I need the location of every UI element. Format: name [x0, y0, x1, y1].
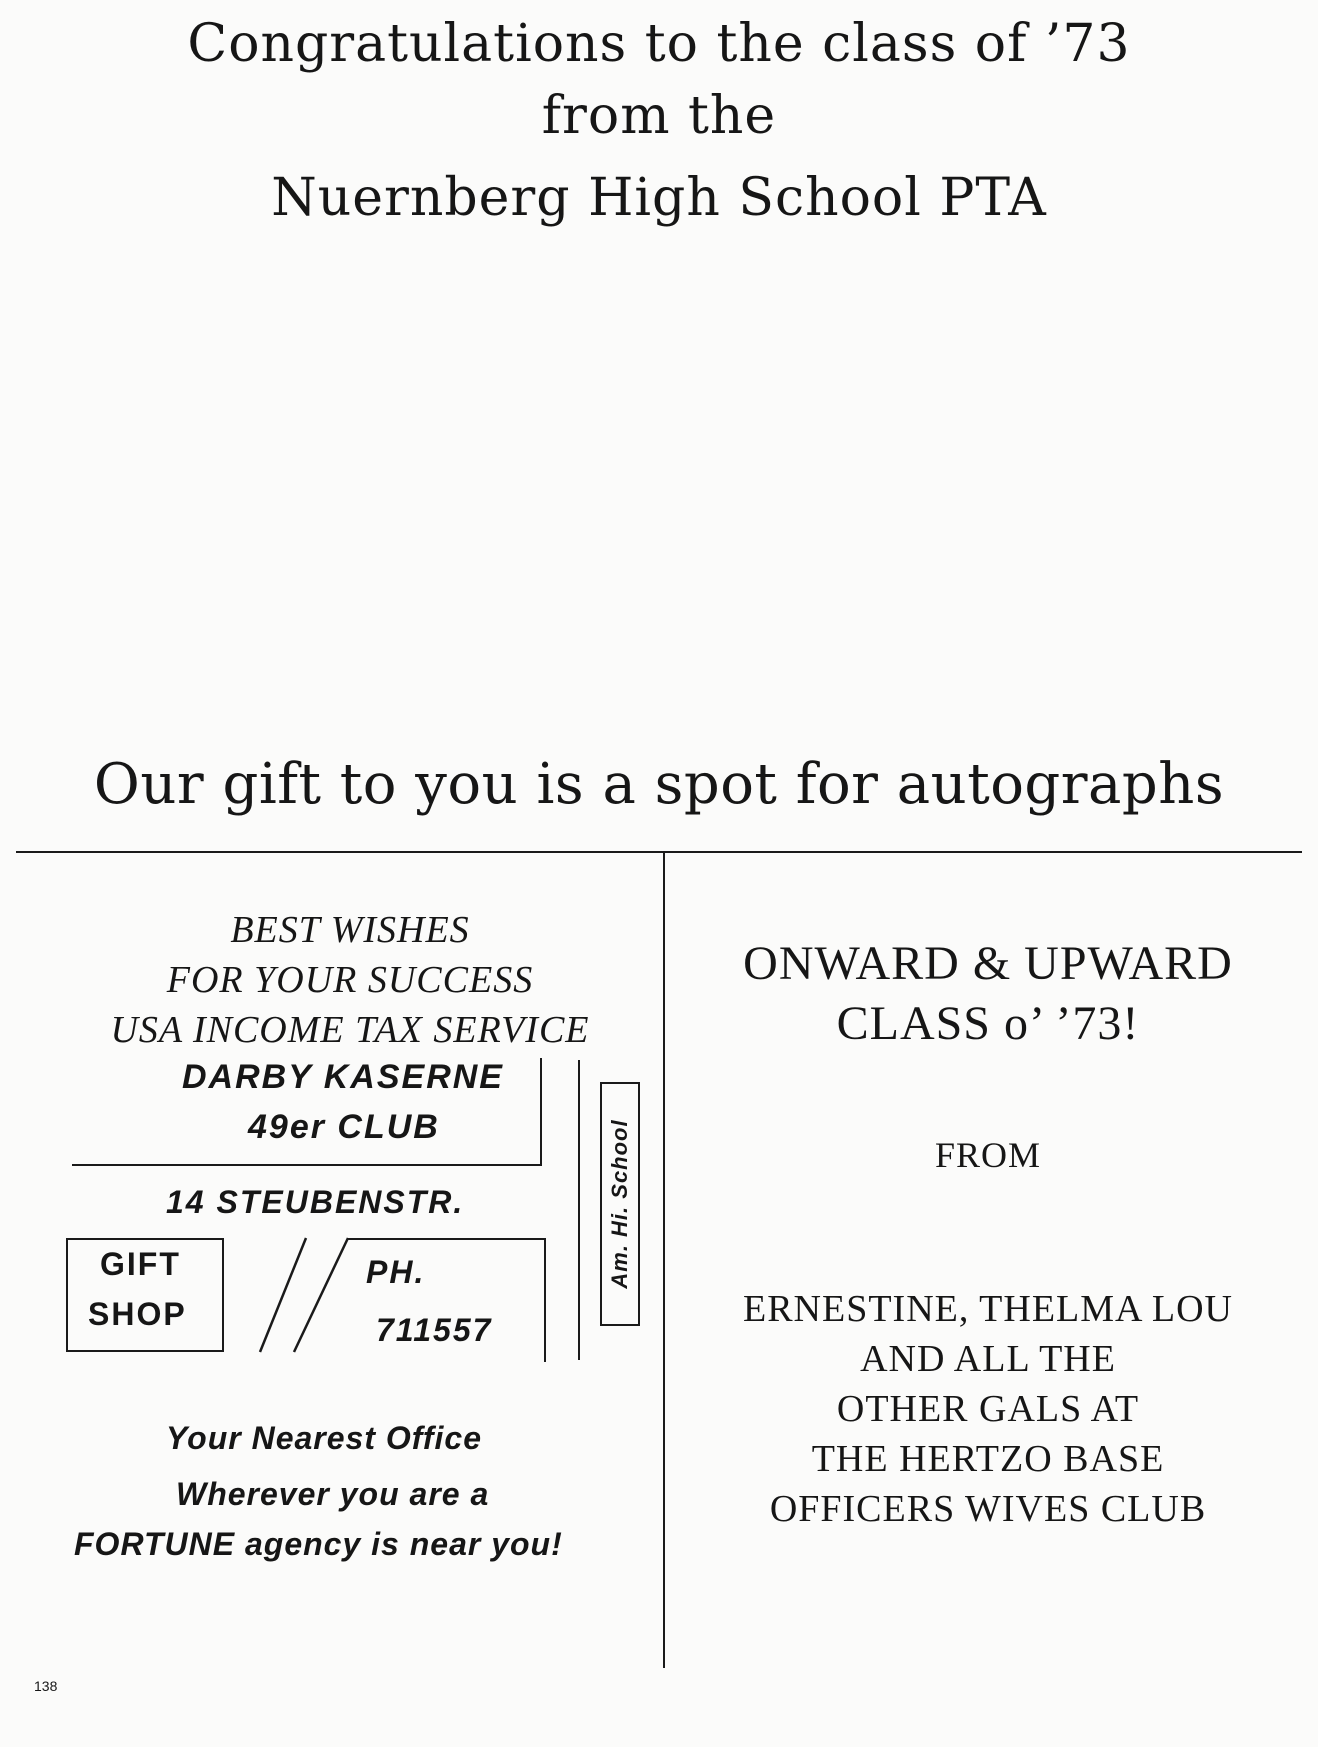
- school-tag-label: Am. Hi. School: [607, 1119, 632, 1289]
- slash-1: [260, 1238, 306, 1352]
- signers-block: [668, 1284, 1308, 1534]
- from-label: FROM: [934, 1135, 1042, 1175]
- page-header: [0, 8, 1318, 234]
- header-congratulations: Congratulations to the class of ’73: [187, 14, 1131, 74]
- phone-box-right-border: [544, 1238, 546, 1362]
- gift-shop-line-1: GIFT: [100, 1246, 181, 1282]
- best-wishes-line-2: FOR YOUR SUCCESS: [166, 959, 534, 1001]
- vertical-divider: [663, 852, 665, 1668]
- best-wishes-block: [60, 905, 640, 1055]
- phone-label: PH.: [366, 1254, 426, 1290]
- footer-line-1: Your Nearest Office: [166, 1420, 482, 1456]
- double-slash-divider: [250, 1236, 360, 1354]
- phone-number: 711557: [376, 1312, 493, 1348]
- header-pta-name: Nuernberg High School PTA: [271, 168, 1047, 228]
- page-number: 138: [34, 1678, 58, 1694]
- headline-line-2: CLASS o’ ’73!: [836, 997, 1140, 1050]
- best-wishes-line-3: USA INCOME TAX SERVICE: [110, 1009, 590, 1051]
- slash-2: [294, 1238, 348, 1352]
- club-box-bottom-border: [72, 1164, 542, 1166]
- club-name-line-2: 49er CLUB: [248, 1108, 440, 1146]
- signers-line-4: THE HERTZO BASE: [811, 1438, 1165, 1480]
- signers-line-3: OTHER GALS AT: [836, 1388, 1140, 1430]
- horizontal-divider: [16, 851, 1302, 853]
- onward-headline: [668, 934, 1308, 1054]
- street-address: 14 STEUBENSTR.: [166, 1184, 465, 1220]
- signers-line-2: AND ALL THE: [860, 1338, 1116, 1380]
- club-box-right-border: [540, 1058, 542, 1166]
- best-wishes-line-1: BEST WISHES: [230, 909, 470, 951]
- signers-line-5: OFFICERS WIVES CLUB: [769, 1488, 1207, 1530]
- footer-line-2: Wherever you are a: [176, 1476, 490, 1512]
- gift-shop-line-2: SHOP: [88, 1296, 187, 1332]
- phone-box-top-border: [348, 1238, 546, 1240]
- headline-line-1: ONWARD & UPWARD: [743, 937, 1233, 990]
- autograph-heading: Our gift to you is a spot for autographs: [93, 752, 1225, 817]
- vertical-separator-line: [578, 1060, 580, 1360]
- club-name-line-1: DARBY KASERNE: [182, 1058, 504, 1096]
- header-from-the: from the: [541, 86, 777, 146]
- footer-line-3: FORTUNE agency is near you!: [74, 1526, 563, 1562]
- signers-line-1: ERNESTINE, THELMA LOU: [743, 1288, 1233, 1330]
